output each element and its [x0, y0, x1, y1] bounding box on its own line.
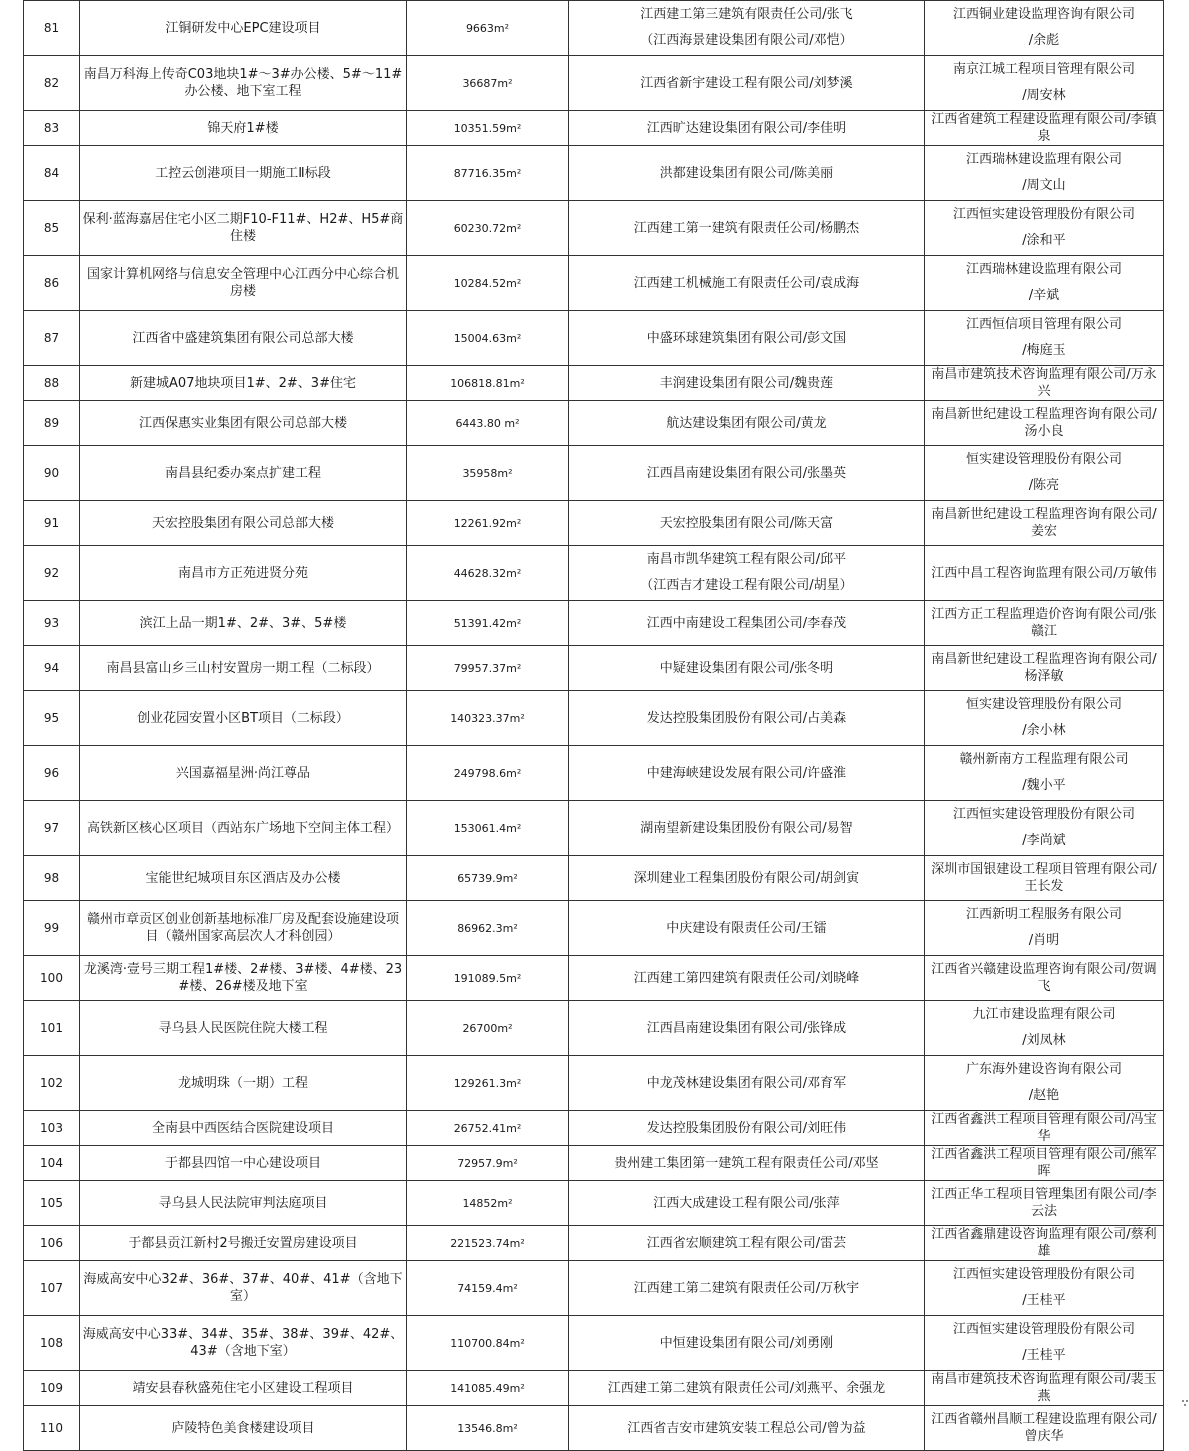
- table-row: [24, 601, 1164, 646]
- cell-number: 108: [24, 1316, 80, 1371]
- cell-supervisor: 南昌市建筑技术咨询监理有限公司/万永兴: [925, 366, 1164, 401]
- table-row: [24, 1, 1164, 56]
- cell-area: 10351.59m²: [407, 111, 569, 146]
- cell-builder: 发达控股集团股份有限公司/占美森: [569, 691, 925, 746]
- cell-number: 102: [24, 1056, 80, 1111]
- cell-number: 85: [24, 201, 80, 256]
- cell-area: 36687m²: [407, 56, 569, 111]
- supervisor-line: /魏小平: [1022, 778, 1066, 793]
- cell-builder: 江西建工第一建筑有限责任公司/杨鹏杰: [569, 201, 925, 256]
- cell-builder: 江西建工第二建筑有限责任公司/万秋宇: [569, 1261, 925, 1316]
- cell-area: 110700.84m²: [407, 1316, 569, 1371]
- cell-area: 191089.5m²: [407, 956, 569, 1001]
- builder-line: （江西吉才建设工程有限公司/胡星）: [640, 578, 853, 593]
- supervisor-line: /陈亮: [1028, 478, 1060, 493]
- cell-project-name: 高铁新区核心区项目（西站东广场地下空间主体工程）: [80, 801, 407, 856]
- cell-project-name: 寻乌县人民法院审判法庭项目: [80, 1181, 407, 1226]
- cell-builder: 江西建工机械施工有限责任公司/袁成海: [569, 256, 925, 311]
- cell-area: 141085.49m²: [407, 1371, 569, 1406]
- cell-supervisor: [925, 746, 1164, 801]
- cell-builder: 发达控股集团股份有限公司/刘旺伟: [569, 1111, 925, 1146]
- cell-supervisor: [925, 1056, 1164, 1111]
- cell-area: 65739.9m²: [407, 856, 569, 901]
- cell-project-name: 江西保惠实业集团有限公司总部大楼: [80, 401, 407, 446]
- cell-number: 105: [24, 1181, 80, 1226]
- cell-number: 107: [24, 1261, 80, 1316]
- cell-number: 91: [24, 501, 80, 546]
- cell-builder: 中疑建设集团有限公司/张冬明: [569, 646, 925, 691]
- cell-area: 9663m²: [407, 1, 569, 56]
- table-row: [24, 746, 1164, 801]
- table-row: [24, 1226, 1164, 1261]
- cell-supervisor: [925, 56, 1164, 111]
- cell-supervisor: 南昌新世纪建设工程监理咨询有限公司/姜宏: [925, 501, 1164, 546]
- cell-project-name: 国家计算机网络与信息安全管理中心江西分中心综合机房楼: [80, 256, 407, 311]
- table-row: [24, 256, 1164, 311]
- cell-builder: 江西建工第二建筑有限责任公司/刘燕平、余强龙: [569, 1371, 925, 1406]
- cell-project-name: 庐陵特色美食楼建设项目: [80, 1406, 407, 1451]
- supervisor-line: /肖明: [1028, 933, 1060, 948]
- cell-builder: 江西建工第四建筑有限责任公司/刘晓峰: [569, 956, 925, 1001]
- cell-number: 86: [24, 256, 80, 311]
- cell-project-name: 龙溪湾·壹号三期工程1#楼、2#楼、3#楼、4#楼、23#楼、26#楼及地下室: [80, 956, 407, 1001]
- cell-number: 101: [24, 1001, 80, 1056]
- supervisor-line: 赣州新南方工程监理有限公司: [959, 752, 1129, 767]
- supervisor-line: /梅庭玉: [1022, 343, 1066, 358]
- cell-number: 106: [24, 1226, 80, 1261]
- cell-number: 103: [24, 1111, 80, 1146]
- cell-area: 74159.4m²: [407, 1261, 569, 1316]
- cell-supervisor: [925, 256, 1164, 311]
- cell-number: 88: [24, 366, 80, 401]
- cell-project-name: 锦天府1#楼: [80, 111, 407, 146]
- cell-project-name: 天宏控股集团有限公司总部大楼: [80, 501, 407, 546]
- table-row: [24, 856, 1164, 901]
- cell-supervisor: [925, 146, 1164, 201]
- cell-builder: 贵州建工集团第一建筑工程有限责任公司/邓坚: [569, 1146, 925, 1181]
- cell-number: 81: [24, 1, 80, 56]
- cell-builder: 江西昌南建设集团有限公司/张锋成: [569, 1001, 925, 1056]
- cell-builder: 中恒建设集团有限公司/刘勇刚: [569, 1316, 925, 1371]
- cell-builder: 天宏控股集团有限公司/陈天富: [569, 501, 925, 546]
- supervisor-line: /涂和平: [1022, 233, 1066, 248]
- cell-builder: 航达建设集团有限公司/黄龙: [569, 401, 925, 446]
- cell-area: 51391.42m²: [407, 601, 569, 646]
- cell-number: 97: [24, 801, 80, 856]
- table-row: [24, 311, 1164, 366]
- cell-supervisor: 南昌新世纪建设工程监理咨询有限公司/汤小良: [925, 401, 1164, 446]
- builder-line: 南昌市凯华建筑工程有限公司/邱平: [646, 552, 847, 567]
- supervisor-line: /余彪: [1028, 33, 1060, 48]
- cell-builder: 江西省吉安市建筑安装工程总公司/曾为益: [569, 1406, 925, 1451]
- table-row: [24, 901, 1164, 956]
- cell-number: 94: [24, 646, 80, 691]
- cell-builder: 中庆建设有限责任公司/王镭: [569, 901, 925, 956]
- cell-area: 26700m²: [407, 1001, 569, 1056]
- table-row: [24, 1001, 1164, 1056]
- supervisor-line: 江西恒实建设管理股份有限公司: [952, 1322, 1135, 1337]
- supervisor-line: /王桂平: [1022, 1293, 1066, 1308]
- cell-number: 83: [24, 111, 80, 146]
- cell-supervisor: [925, 1, 1164, 56]
- cell-area: 35958m²: [407, 446, 569, 501]
- table-row: [24, 1406, 1164, 1451]
- cell-supervisor: 南昌新世纪建设工程监理咨询有限公司/杨泽敏: [925, 646, 1164, 691]
- cell-supervisor: 深圳市国银建设工程项目管理有限公司/王长发: [925, 856, 1164, 901]
- table-row: [24, 201, 1164, 256]
- cell-project-name: 保利·蓝海嘉居住宅小区二期F10-F11#、H2#、H5#商住楼: [80, 201, 407, 256]
- cell-area: 79957.37m²: [407, 646, 569, 691]
- cell-area: 140323.37m²: [407, 691, 569, 746]
- cell-area: 60230.72m²: [407, 201, 569, 256]
- cell-number: 95: [24, 691, 80, 746]
- cell-project-name: 南昌县富山乡三山村安置房一期工程（二标段）: [80, 646, 407, 691]
- cell-builder: 江西省宏顺建筑工程有限公司/雷芸: [569, 1226, 925, 1261]
- cell-number: 93: [24, 601, 80, 646]
- cell-builder: 中盛环球建筑集团有限公司/彭文国: [569, 311, 925, 366]
- supervisor-line: /赵艳: [1028, 1088, 1060, 1103]
- cell-builder: 中建海峡建设发展有限公司/许盛淮: [569, 746, 925, 801]
- cell-project-name: 于都县贡江新村2号搬迁安置房建设项目: [80, 1226, 407, 1261]
- cell-project-name: 江西省中盛建筑集团有限公司总部大楼: [80, 311, 407, 366]
- table-row: [24, 1146, 1164, 1181]
- supervisor-line: /刘凤林: [1022, 1033, 1066, 1048]
- cell-area: 249798.6m²: [407, 746, 569, 801]
- supervisor-line: 江西恒实建设管理股份有限公司: [952, 1267, 1135, 1282]
- table-row: [24, 956, 1164, 1001]
- cell-area: 6443.80 m²: [407, 401, 569, 446]
- cell-number: 110: [24, 1406, 80, 1451]
- table-row: [24, 501, 1164, 546]
- cell-builder: [569, 1, 925, 56]
- cell-number: 92: [24, 546, 80, 601]
- cell-project-name: 海威高安中心32#、36#、37#、40#、41#（含地下室）: [80, 1261, 407, 1316]
- cell-number: 84: [24, 146, 80, 201]
- table-row: [24, 646, 1164, 691]
- cell-builder: 江西省新宇建设工程有限公司/刘梦溪: [569, 56, 925, 111]
- cell-builder: 湖南望新建设集团股份有限公司/易智: [569, 801, 925, 856]
- table-row: [24, 1316, 1164, 1371]
- supervisor-line: 江西铜业建设监理咨询有限公司: [952, 7, 1135, 22]
- cell-supervisor: [925, 691, 1164, 746]
- table-row: [24, 1056, 1164, 1111]
- cell-supervisor: 江西省鑫鼎建设咨询监理有限公司/蔡利雄: [925, 1226, 1164, 1261]
- table-row: [24, 401, 1164, 446]
- cell-supervisor: 南昌市建筑技术咨询监理有限公司/裴玉燕: [925, 1371, 1164, 1406]
- cell-number: 98: [24, 856, 80, 901]
- cell-supervisor: 江西方正工程监理造价咨询有限公司/张赣江: [925, 601, 1164, 646]
- builder-line: 江西建工第三建筑有限责任公司/张飞: [640, 7, 853, 22]
- supervisor-line: 江西恒实建设管理股份有限公司: [952, 207, 1135, 222]
- cell-project-name: 兴国嘉福星洲·尚江尊品: [80, 746, 407, 801]
- cell-number: 89: [24, 401, 80, 446]
- table-row: [24, 546, 1164, 601]
- cell-area: 10284.52m²: [407, 256, 569, 311]
- table-row: [24, 1111, 1164, 1146]
- cell-builder: 丰润建设集团有限公司/魏贵莲: [569, 366, 925, 401]
- cell-area: 13546.8m²: [407, 1406, 569, 1451]
- cell-supervisor: 江西正华工程项目管理集团有限公司/李云法: [925, 1181, 1164, 1226]
- cell-number: 90: [24, 446, 80, 501]
- supervisor-line: /余小林: [1022, 723, 1066, 738]
- cell-number: 96: [24, 746, 80, 801]
- cell-number: 104: [24, 1146, 80, 1181]
- cell-area: 15004.63m²: [407, 311, 569, 366]
- table-row: [24, 1371, 1164, 1406]
- cell-supervisor: 江西省兴赣建设监理咨询有限公司/贺调飞: [925, 956, 1164, 1001]
- cell-project-name: 宝能世纪城项目东区酒店及办公楼: [80, 856, 407, 901]
- cell-area: 129261.3m²: [407, 1056, 569, 1111]
- supervisor-line: /周安林: [1022, 88, 1066, 103]
- cell-area: 72957.9m²: [407, 1146, 569, 1181]
- cell-supervisor: 江西省鑫洪工程项目管理有限公司/冯宝华: [925, 1111, 1164, 1146]
- cell-supervisor: [925, 446, 1164, 501]
- table-row: [24, 1181, 1164, 1226]
- cell-area: 44628.32m²: [407, 546, 569, 601]
- cell-project-name: 龙城明珠（一期）工程: [80, 1056, 407, 1111]
- supervisor-line: 江西新明工程服务有限公司: [965, 907, 1122, 922]
- cell-builder: 中龙茂林建设集团有限公司/邓育军: [569, 1056, 925, 1111]
- cell-supervisor: 江西省鑫洪工程项目管理有限公司/熊军晖: [925, 1146, 1164, 1181]
- supervisor-line: /辛斌: [1028, 288, 1060, 303]
- cell-project-name: 全南县中西医结合医院建设项目: [80, 1111, 407, 1146]
- table-row: [24, 146, 1164, 201]
- supervisor-line: 江西恒信项目管理有限公司: [965, 317, 1122, 332]
- cell-project-name: 新建城A07地块项目1#、2#、3#住宅: [80, 366, 407, 401]
- cell-supervisor: [925, 1001, 1164, 1056]
- supervisor-line: 九江市建设监理有限公司: [972, 1007, 1116, 1022]
- cell-area: 12261.92m²: [407, 501, 569, 546]
- cell-project-name: 滨江上品一期1#、2#、3#、5#楼: [80, 601, 407, 646]
- table-row: [24, 111, 1164, 146]
- cell-number: 100: [24, 956, 80, 1001]
- cell-builder: 江西大成建设工程有限公司/张萍: [569, 1181, 925, 1226]
- supervisor-line: 恒实建设管理股份有限公司: [965, 452, 1122, 467]
- cell-number: 87: [24, 311, 80, 366]
- table-row: [24, 446, 1164, 501]
- supervisor-line: 江西瑞林建设监理有限公司: [965, 262, 1122, 277]
- cell-area: 26752.41m²: [407, 1111, 569, 1146]
- cell-area: 87716.35m²: [407, 146, 569, 201]
- cell-builder: 洪都建设集团有限公司/陈美丽: [569, 146, 925, 201]
- cell-supervisor: 江西省赣州昌顺工程建设监理有限公司/曾庆华: [925, 1406, 1164, 1451]
- cell-supervisor: [925, 201, 1164, 256]
- supervisor-line: 江西瑞林建设监理有限公司: [965, 152, 1122, 167]
- cell-project-name: 海威高安中心33#、34#、35#、38#、39#、42#、43#（含地下室）: [80, 1316, 407, 1371]
- cell-builder: 江西昌南建设集团有限公司/张墨英: [569, 446, 925, 501]
- cell-area: 14852m²: [407, 1181, 569, 1226]
- corner-mark-icon: [1181, 1398, 1189, 1408]
- projects-table-body: [24, 1, 1164, 1451]
- cell-number: 82: [24, 56, 80, 111]
- supervisor-line: /周文山: [1022, 178, 1066, 193]
- cell-area: 106818.81m²: [407, 366, 569, 401]
- cell-project-name: 南昌县纪委办案点扩建工程: [80, 446, 407, 501]
- cell-project-name: 赣州市章贡区创业创新基地标准厂房及配套设施建设项目（赣州国家高层次人才科创园）: [80, 901, 407, 956]
- supervisor-line: 恒实建设管理股份有限公司: [965, 697, 1122, 712]
- cell-builder: 江西中南建设工程集团公司/李春茂: [569, 601, 925, 646]
- cell-area: 221523.74m²: [407, 1226, 569, 1261]
- table-row: [24, 366, 1164, 401]
- cell-supervisor: [925, 901, 1164, 956]
- cell-builder: 深圳建业工程集团股份有限公司/胡剑寅: [569, 856, 925, 901]
- cell-number: 99: [24, 901, 80, 956]
- table-row: [24, 691, 1164, 746]
- cell-project-name: 寻乌县人民医院住院大楼工程: [80, 1001, 407, 1056]
- cell-supervisor: [925, 1316, 1164, 1371]
- cell-supervisor: 江西省建筑工程建设监理有限公司/李镇泉: [925, 111, 1164, 146]
- cell-project-name: 于都县四馆一中心建设项目: [80, 1146, 407, 1181]
- cell-supervisor: 江西中昌工程咨询监理有限公司/万敏伟: [925, 546, 1164, 601]
- cell-builder: 江西旷达建设集团有限公司/李佳明: [569, 111, 925, 146]
- supervisor-line: /李尚斌: [1022, 833, 1066, 848]
- cell-project-name: 靖安县春秋盛苑住宅小区建设工程项目: [80, 1371, 407, 1406]
- cell-builder: [569, 546, 925, 601]
- supervisor-line: 南京江城工程项目管理有限公司: [952, 62, 1135, 77]
- table-row: [24, 801, 1164, 856]
- cell-supervisor: [925, 311, 1164, 366]
- cell-project-name: 南昌万科海上传奇C03地块1#～3#办公楼、5#～11#办公楼、地下室工程: [80, 56, 407, 111]
- cell-supervisor: [925, 1261, 1164, 1316]
- cell-project-name: 创业花园安置小区BT项目（二标段）: [80, 691, 407, 746]
- cell-area: 153061.4m²: [407, 801, 569, 856]
- cell-number: 109: [24, 1371, 80, 1406]
- table-row: [24, 56, 1164, 111]
- cell-project-name: 江铜研发中心EPC建设项目: [80, 1, 407, 56]
- builder-line: （江西海景建设集团有限公司/邓恺）: [640, 33, 853, 48]
- supervisor-line: 江西恒实建设管理股份有限公司: [952, 807, 1135, 822]
- table-row: [24, 1261, 1164, 1316]
- projects-table: [23, 0, 1164, 1451]
- supervisor-line: /王桂平: [1022, 1348, 1066, 1363]
- cell-supervisor: [925, 801, 1164, 856]
- cell-area: 86962.3m²: [407, 901, 569, 956]
- cell-project-name: 南昌市方正苑进贤分苑: [80, 546, 407, 601]
- supervisor-line: 广东海外建设咨询有限公司: [965, 1062, 1122, 1077]
- cell-project-name: 工控云创港项目一期施工Ⅱ标段: [80, 146, 407, 201]
